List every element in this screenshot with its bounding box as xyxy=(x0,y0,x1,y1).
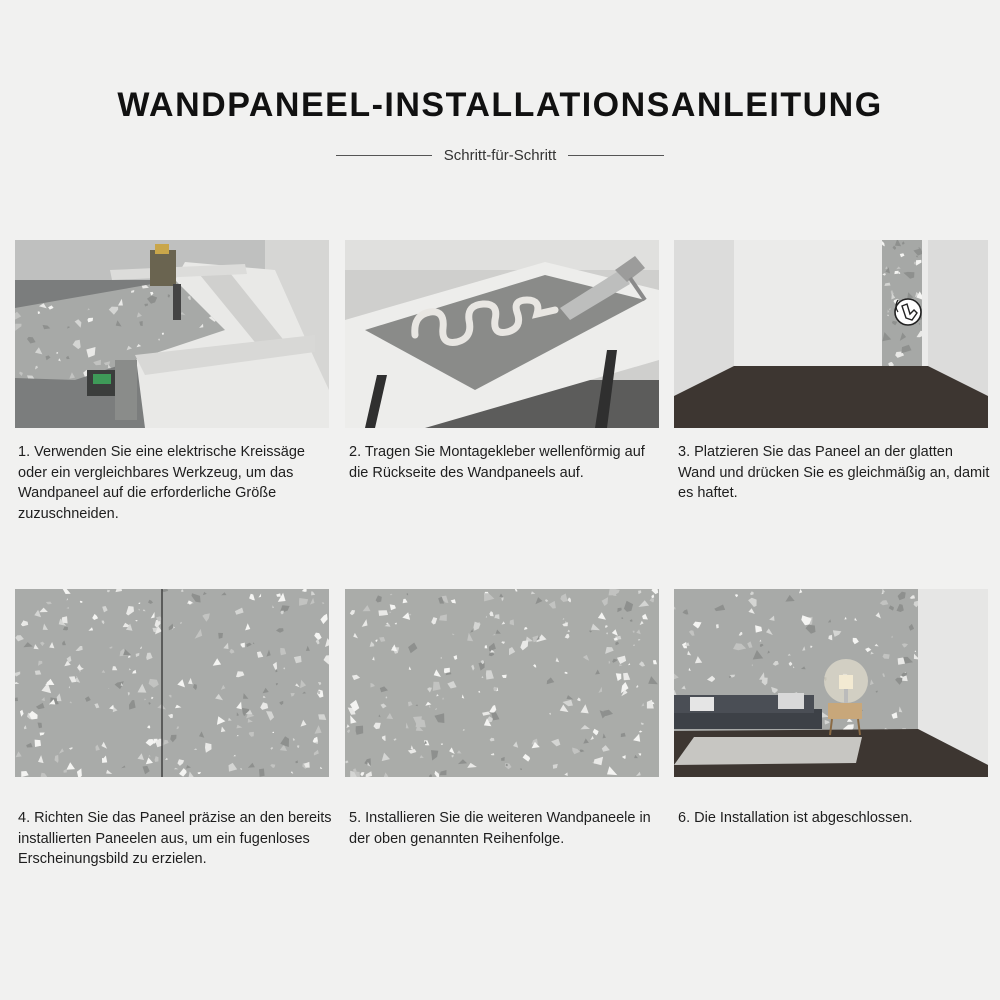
step-5-caption: 5. Installieren Sie die weiteren Wandpaneele in der oben genannten Reihenfolge. xyxy=(349,810,651,847)
step-5-image xyxy=(345,589,659,777)
step-2-image xyxy=(345,240,659,428)
page-subtitle: Schritt-für-Schritt xyxy=(443,146,557,164)
step-1-caption: 1. Verwenden Sie eine elektrische Kreissäge oder ein vergleichbares Werkzeug, um das Wandpaneel auf die erforderliche Größe zuzuschneiden. xyxy=(18,444,305,522)
subtitle-row xyxy=(0,143,1000,167)
step-4-caption: 4. Richten Sie das Paneel präzise an den bereits installierten Paneelen aus, um ein fugenloses Erscheinungsbild zu erzielen. xyxy=(18,810,332,867)
subtitle-right-rule xyxy=(568,155,664,156)
page-title: WANDPANEEL-INSTALLATIONSANLEITUNG xyxy=(117,86,883,124)
step-3-image xyxy=(674,240,988,428)
step-3-caption: 3. Platzieren Sie das Paneel an der glatten Wand und drücken Sie es gleichmäßig an, damit es haftet. xyxy=(678,444,990,501)
step-2-caption: 2. Tragen Sie Montagekleber wellenförmig auf die Rückseite des Wandpaneels auf. xyxy=(349,444,645,481)
step-4-image xyxy=(15,589,329,777)
step-1-image xyxy=(15,240,329,428)
step-6-image xyxy=(674,589,988,777)
subtitle-left-rule xyxy=(336,155,432,156)
step-6-caption: 6. Die Installation ist abgeschlossen. xyxy=(678,810,913,826)
hand-press-icon xyxy=(895,299,921,325)
